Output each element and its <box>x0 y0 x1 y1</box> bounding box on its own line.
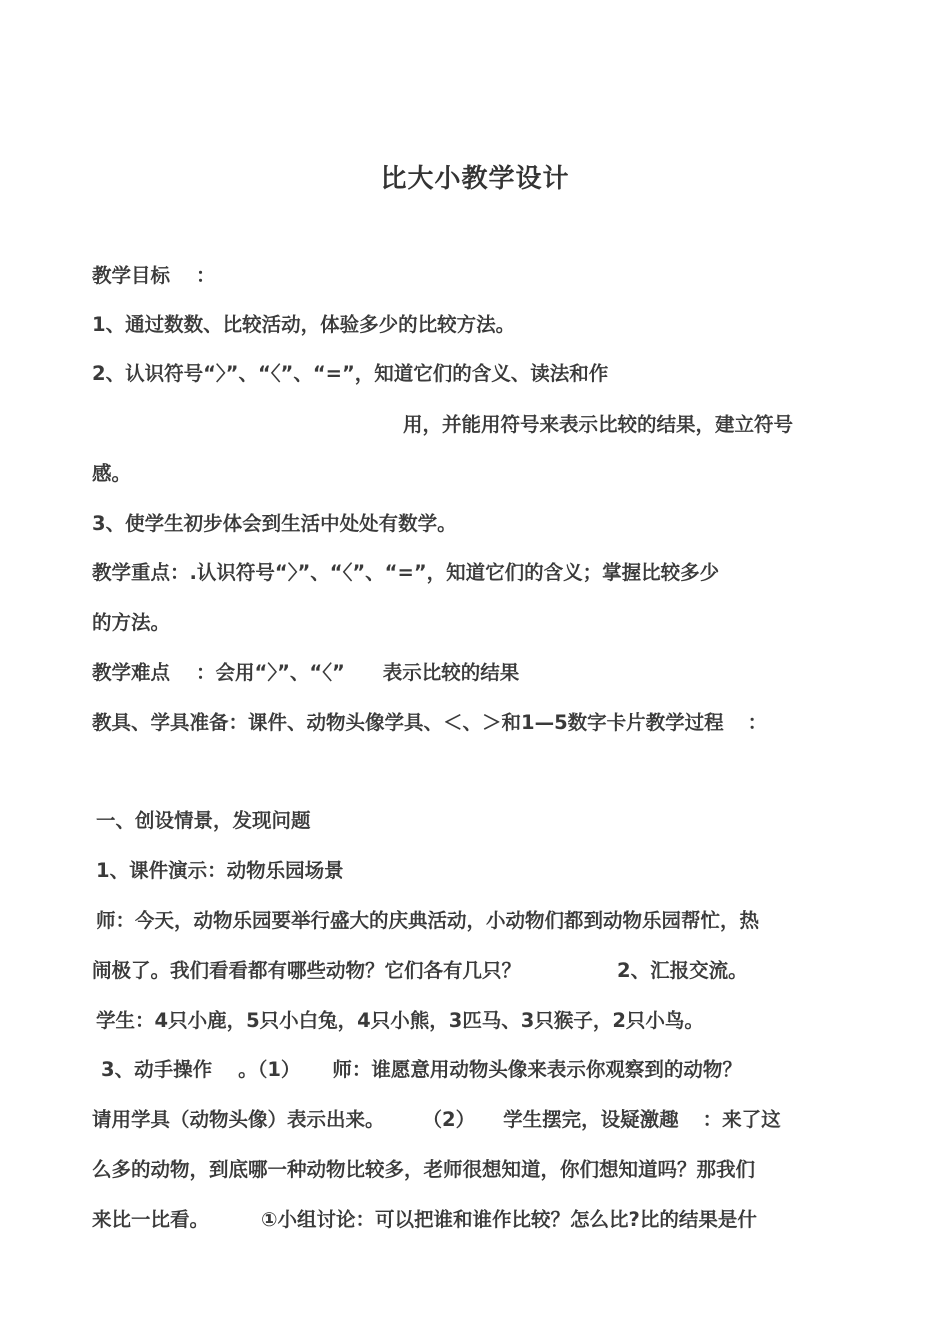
step-3-sub-1: 。（1） <box>238 1058 301 1081</box>
step-3-row <box>101 1056 742 1084</box>
objective-3: 3、使学生初步体会到生活中处处有数学。 <box>92 512 457 535</box>
step-3-students: 学生摆完，设疑激趣 <box>503 1108 679 1131</box>
difficulty-heading: 教学难点 <box>92 661 171 684</box>
objective-2-part-1: 2、认识符号“〉”、“〈”、“=”，知道它们的含义、读法和作 <box>92 362 609 385</box>
objectives-heading-row <box>92 262 216 290</box>
step-3-line-3: 么多的动物，到底哪一种动物比较多，老师很想知道，你们想知道吗？那我们 <box>92 1158 756 1181</box>
document-title: 比大小教学设计 <box>380 164 570 194</box>
step-3-heading: 3、动手操作 <box>101 1058 213 1081</box>
step-3-teacher: 师：谁愿意用动物头像来表示你观察到的动物？ <box>332 1058 742 1081</box>
materials-text: 教具、学具准备：课件、动物头像学具、＜、＞和1—5数字卡片教学过程 <box>92 711 724 734</box>
key-points-line-2: 的方法。 <box>92 611 171 634</box>
step-1: 1、课件演示：动物乐园场景 <box>96 859 344 882</box>
step-3-sub-2: （2） <box>422 1108 476 1131</box>
objective-1: 1、通过数数、比较活动，体验多少的比较方法。 <box>92 313 516 336</box>
teacher-line-2-row <box>92 957 748 985</box>
key-points-line-1: 教学重点：.认识符号“〉”、“〈”、“=”，知道它们的含义；掌握比较多少 <box>92 561 720 584</box>
group-discussion: ①小组讨论：可以把谁和谁作比较？怎么比?比的结果是什 <box>261 1208 757 1231</box>
objectives-colon: ： <box>196 264 216 287</box>
difficulty-text-b: 表示比较的结果 <box>382 661 520 684</box>
teacher-line-2: 闹极了。我们看看都有哪些动物？它们各有几只？ <box>92 959 522 982</box>
objectives-heading: 教学目标 <box>92 264 171 287</box>
objective-2-part-2: 用，并能用符号来表示比较的结果，建立符号 <box>403 413 794 436</box>
step-3-came: ：来了这 <box>702 1108 781 1131</box>
teacher-line-1: 师：今天，动物乐园要举行盛大的庆典活动，小动物们都到动物乐园帮忙，热 <box>96 909 760 932</box>
step-3-compare: 来比一比看。 <box>92 1208 210 1231</box>
materials-colon: ： <box>747 711 768 734</box>
objective-2-part-3: 感。 <box>92 462 132 485</box>
section-1-heading: 一、创设情景，发现问题 <box>96 809 311 832</box>
student-answer: 学生：4只小鹿，5只小白兔，4只小熊，3匹马、3只猴子，2只小鸟。 <box>96 1009 704 1032</box>
step-3-line-4-row <box>92 1206 757 1234</box>
difficulty-text-a: ：会用“〉”、“〈” <box>196 661 345 684</box>
materials-row <box>92 709 767 737</box>
step-3-instruction: 请用学具（动物头像）表示出来。 <box>92 1108 385 1131</box>
step-2: 2、汇报交流。 <box>617 959 748 982</box>
step-3-line-2-row <box>92 1106 781 1134</box>
difficulty-row <box>92 659 519 687</box>
